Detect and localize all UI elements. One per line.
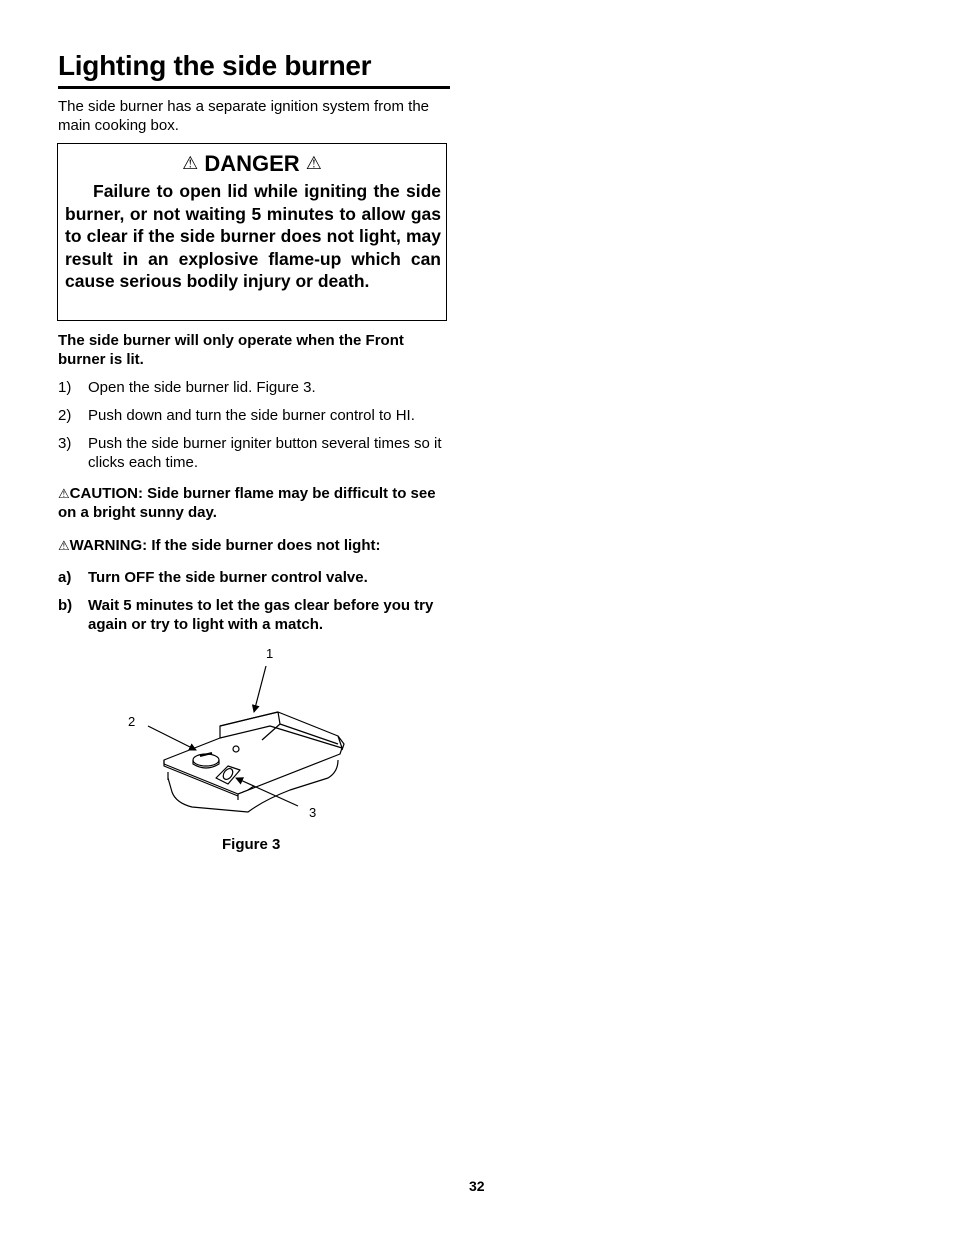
page-title: Lighting the side burner [58, 50, 372, 81]
danger-box [57, 143, 447, 321]
step-letter: b) [58, 597, 73, 614]
step-text: Wait 5 minutes to let the gas clear before you try again or try to light with a match. [88, 597, 434, 633]
control-knob [193, 754, 219, 766]
step-letter: a) [58, 569, 72, 586]
step-text: Push the side burner igniter button several times so it clicks each time. [88, 435, 442, 471]
warning-note [58, 536, 446, 555]
step-number: 1) [58, 379, 72, 396]
callout-arrow [148, 726, 196, 750]
caution-note [58, 484, 446, 522]
callout-label: 2 [128, 714, 136, 729]
warning-triangle-icon: ⚠ [58, 538, 70, 553]
warning-triangle-icon: ⚠ [58, 486, 70, 501]
title-rule [58, 86, 450, 89]
figure-caption: Figure 3 [222, 836, 281, 853]
warning-triangle-icon: ⚠ [305, 153, 322, 173]
side-burner-illustration [120, 640, 370, 830]
callout-label: 1 [266, 646, 274, 661]
danger-heading [58, 151, 446, 177]
callout-arrow [254, 666, 266, 712]
operation-note: The side burner will only operate when the Front burner is lit. [58, 332, 404, 368]
danger-label: DANGER [204, 151, 300, 176]
step-text: Turn OFF the side burner control valve. [88, 569, 368, 586]
caution-text: CAUTION: Side burner flame may be difficult to see on a bright sunny day. [58, 485, 436, 521]
warning-triangle-icon: ⚠ [182, 153, 199, 173]
danger-text: Failure to open lid while igniting the side burner, or not waiting 5 minutes to allow gas to clear if the side burner does not light, may result in an explosive flame-up which can cause serious bodily injury or death. [65, 181, 441, 292]
step-number: 2) [58, 407, 72, 424]
warning-text: WARNING: If the side burner does not light: [69, 537, 381, 554]
step-text: Open the side burner lid. Figure 3. [88, 379, 316, 396]
intro-paragraph: The side burner has a separate ignition system from the main cooking box. [58, 98, 430, 134]
step-number: 3) [58, 435, 72, 452]
step-text: Push down and turn the side burner control to HI. [88, 407, 415, 424]
callout-label: 3 [309, 805, 317, 820]
page-number: 32 [469, 1178, 485, 1194]
